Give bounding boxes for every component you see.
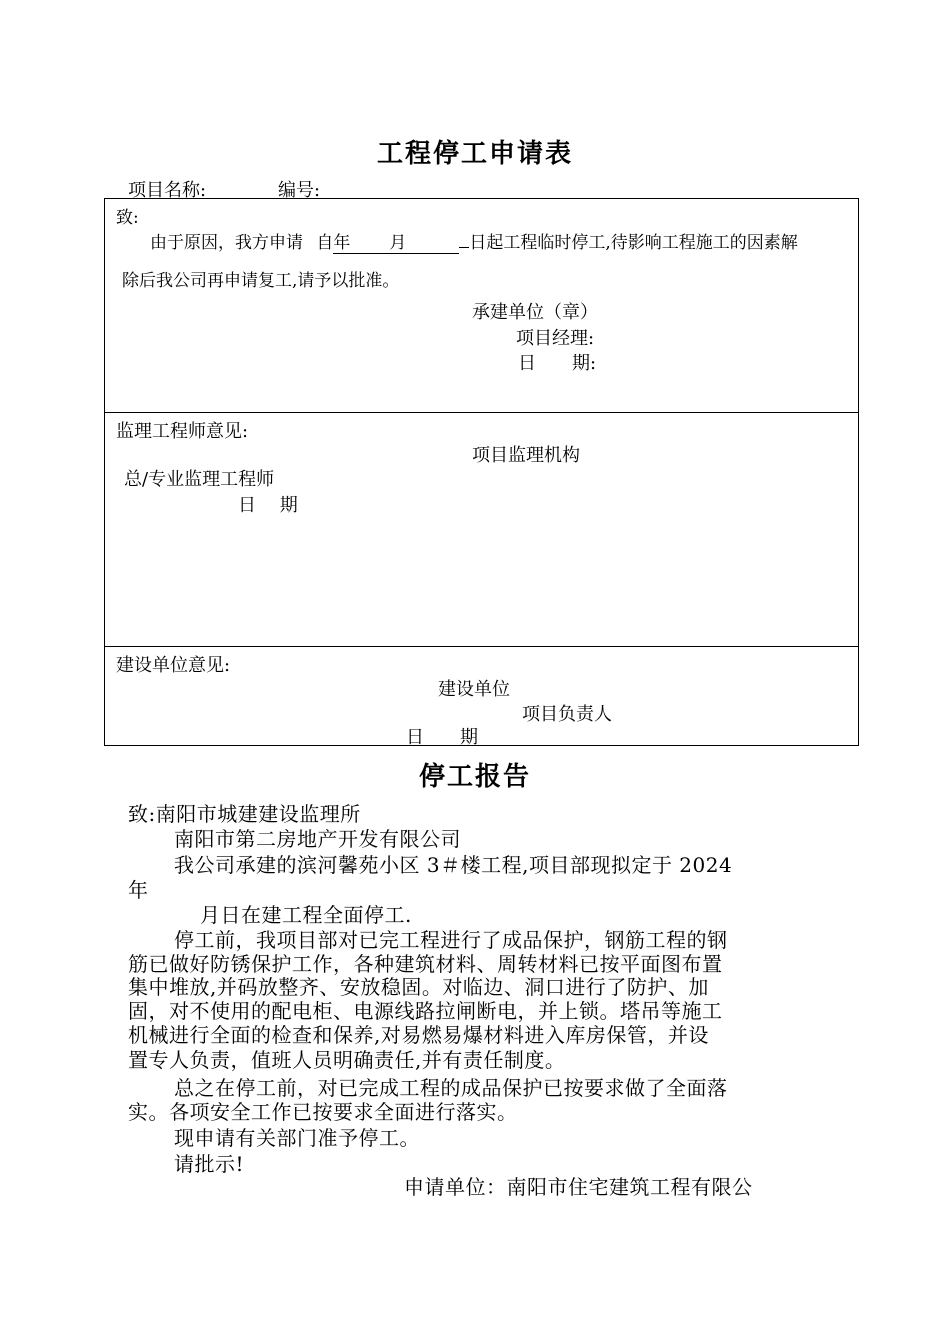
month-blank: 月 (389, 228, 459, 254)
report-line: 年 (128, 878, 149, 902)
report-line: 总之在停工前，对已完成工程的成品保护已按要求做了全面落 (174, 1076, 728, 1100)
report-line: 现申请有关部门准予停工。 (174, 1126, 420, 1150)
report-line: 南阳市第二房地产开发有限公司 (174, 827, 461, 851)
report-line: 集中堆放,并码放整齐、安放稳固。对临边、洞口进行了防护、加 (128, 975, 709, 999)
report-line: 实。各项安全工作已按要求全面进行落实。 (128, 1100, 518, 1124)
contractor-seal-label: 承建单位（章） (472, 302, 598, 323)
section3-date-label: 日 期 (406, 727, 478, 748)
report-line: 我公司承建的滨河馨苑小区 3＃楼工程,项目部现拟定于 2024 (174, 853, 733, 877)
report-line: 筋已做好防锈保护工作，各种建筑材料、周转材料已按平面图布置 (128, 952, 723, 976)
section1-date-label: 日 期: (518, 353, 597, 374)
supervisor-opinion-heading: 监理工程师意见: (116, 421, 249, 442)
report-line: 固，对不使用的配电柜、电源线路拉闸断电，并上锁。塔吊等施工 (128, 999, 723, 1023)
supervising-engineer-label: 总/专业监理工程师 (124, 469, 275, 490)
applicant-line: 申请单位：南阳市住宅建筑工程有限公 (404, 1175, 753, 1199)
application-paragraph-line-2: 除后我公司再申请复工,请予以批准。 (122, 271, 400, 291)
report-line: 停工前，我项目部对已完工程进行了成品保护，钢筋工程的钢 (174, 928, 728, 952)
report-line: 置专人负责，值班人员明确责任,并有责任制度。 (128, 1048, 566, 1072)
form-divider-1 (104, 412, 859, 413)
owner-unit-label: 建设单位 (438, 679, 510, 700)
supervision-org-label: 项目监理机构 (472, 445, 580, 466)
application-paragraph-line-1: 由于原因，我方申请 自年 月 日起工程临时停工,待影响工程施工的因素解 (150, 228, 798, 254)
form-divider-2 (104, 646, 859, 647)
form-title: 工程停工申请表 (376, 139, 573, 169)
person-in-charge-label: 项目负责人 (522, 704, 612, 725)
report-line: 月日在建工程全面停工. (200, 903, 412, 927)
report-to-line: 致:南阳市城建建设监理所 (128, 802, 361, 826)
report-title: 停工报告 (418, 762, 531, 792)
owner-opinion-heading: 建设单位意见: (116, 655, 231, 676)
number-label: 编号: (278, 180, 321, 201)
report-line: 请批示! (174, 1152, 245, 1176)
section2-date-label: 日 期 (238, 495, 298, 516)
project-manager-label: 项目经理: (516, 328, 595, 349)
project-name-label: 项目名称: (128, 180, 207, 201)
year-blank: 年 (333, 228, 389, 254)
to-label: 致: (116, 208, 139, 228)
report-line: 机械进行全面的检查和保养,对易燃易爆材料进入库房保管，并设 (128, 1023, 709, 1047)
